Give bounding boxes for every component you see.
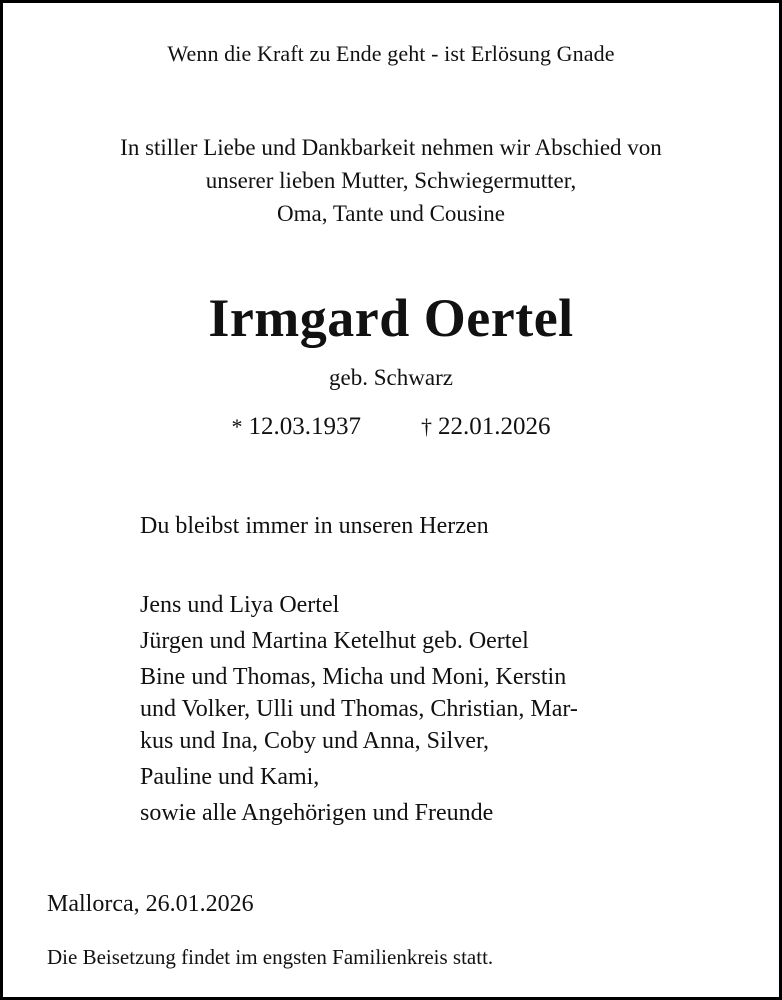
mourner-group (140, 661, 578, 757)
death-date-group (421, 413, 551, 441)
death-date: 22.01.2026 (438, 413, 551, 440)
mourner-line: Bine und Thomas, Micha und Moni, Kerstin (140, 664, 567, 690)
mourner-line: und Volker, Ulli und Thomas, Christian, Mar- (140, 696, 578, 722)
birth-date-group (232, 413, 362, 441)
mourner-line: Jürgen und Martina Ketelhut geb. Oertel (140, 628, 529, 654)
maiden-name: geb. Schwarz (329, 365, 453, 390)
birth-star-icon: * (231, 414, 243, 439)
place-and-date: Mallorca, 26.01.2026 (47, 891, 254, 917)
dagger-cross-icon: † (421, 414, 432, 439)
mourners-list (140, 589, 578, 829)
mourner-group (140, 625, 578, 657)
intro-text (3, 131, 779, 230)
mourner-line: sowie alle Angehörigen und Freunde (140, 800, 494, 826)
mourner-line: kus und Ina, Coby und Anna, Silver, (140, 728, 490, 754)
birth-date: 12.03.1937 (248, 413, 361, 440)
intro-line: Oma, Tante und Cousine (277, 201, 505, 226)
deceased-name: Irmgard Oertel (208, 288, 574, 348)
mourner-line: Jens und Liya Oertel (140, 592, 340, 618)
motto: Wenn die Kraft zu Ende geht - ist Erlösung Gnade (167, 41, 615, 66)
life-dates (3, 413, 779, 441)
intro-line: In stiller Liebe und Dankbarkeit nehmen wir Abschied von (120, 135, 662, 160)
burial-note: Die Beisetzung findet im engsten Familienkreis statt. (47, 945, 494, 969)
mourner-group (140, 761, 578, 793)
intro-line: unserer lieben Mutter, Schwiegermutter, (205, 168, 577, 193)
farewell-line: Du bleibst immer in unseren Herzen (140, 513, 489, 539)
mourner-group (140, 589, 578, 621)
mourner-line: Pauline und Kami, (140, 764, 320, 790)
mourner-group (140, 797, 578, 829)
